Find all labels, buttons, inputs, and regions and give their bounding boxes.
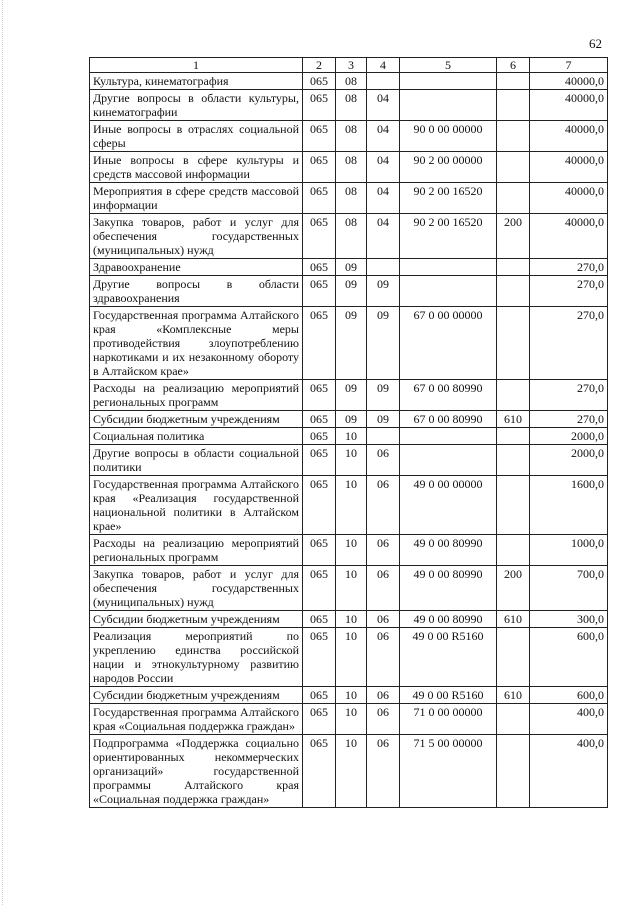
cell-section: 10 <box>336 704 367 735</box>
cell-subsection: 04 <box>367 183 400 214</box>
cell-admin-code: 065 <box>303 611 336 628</box>
table-row <box>90 152 608 183</box>
table-row <box>90 73 608 90</box>
cell-target-article <box>400 259 497 276</box>
table-row <box>90 445 608 476</box>
cell-expense-type: 610 <box>497 687 530 704</box>
cell-target-article: 67 0 00 80990 <box>400 411 497 428</box>
cell-section: 10 <box>336 566 367 611</box>
cell-target-article: 49 0 00 R5160 <box>400 628 497 687</box>
cell-section: 10 <box>336 445 367 476</box>
cell-amount: 270,0 <box>530 380 608 411</box>
cell-admin-code: 065 <box>303 276 336 307</box>
cell-amount: 40000,0 <box>530 152 608 183</box>
cell-name: Расходы на реализацию мероприятий региональных программ <box>90 380 303 411</box>
cell-subsection <box>367 259 400 276</box>
cell-name: Субсидии бюджетным учреждениям <box>90 687 303 704</box>
table-row <box>90 90 608 121</box>
cell-amount: 40000,0 <box>530 183 608 214</box>
cell-name: Закупка товаров, работ и услуг для обеспечения государственных (муниципальных) нужд <box>90 566 303 611</box>
cell-admin-code: 065 <box>303 259 336 276</box>
cell-amount: 400,0 <box>530 735 608 808</box>
cell-subsection: 06 <box>367 628 400 687</box>
cell-amount: 600,0 <box>530 687 608 704</box>
cell-target-article <box>400 276 497 307</box>
cell-subsection: 04 <box>367 214 400 259</box>
cell-name: Иные вопросы в отраслях социальной сферы <box>90 121 303 152</box>
cell-expense-type <box>497 183 530 214</box>
table-row <box>90 535 608 566</box>
table-row <box>90 476 608 535</box>
cell-amount: 270,0 <box>530 259 608 276</box>
cell-name: Закупка товаров, работ и услуг для обеспечения государственных (муниципальных) нужд <box>90 214 303 259</box>
cell-admin-code: 065 <box>303 183 336 214</box>
cell-name: Другие вопросы в области здравоохранения <box>90 276 303 307</box>
cell-subsection: 06 <box>367 476 400 535</box>
cell-expense-type <box>497 380 530 411</box>
cell-admin-code: 065 <box>303 90 336 121</box>
cell-subsection: 06 <box>367 566 400 611</box>
cell-admin-code: 065 <box>303 687 336 704</box>
cell-section: 09 <box>336 259 367 276</box>
cell-expense-type <box>497 121 530 152</box>
cell-target-article: 49 0 00 00000 <box>400 476 497 535</box>
cell-target-article: 71 0 00 00000 <box>400 704 497 735</box>
cell-section: 08 <box>336 214 367 259</box>
cell-amount: 40000,0 <box>530 90 608 121</box>
cell-amount: 1600,0 <box>530 476 608 535</box>
cell-subsection: 04 <box>367 121 400 152</box>
cell-section: 08 <box>336 152 367 183</box>
cell-target-article: 90 2 00 16520 <box>400 183 497 214</box>
cell-name: Реализация мероприятий по укреплению единства российской нации и этнокультурному развитию народов России <box>90 628 303 687</box>
column-header: 4 <box>367 58 400 73</box>
table-row <box>90 566 608 611</box>
page-number: 62 <box>589 36 602 51</box>
cell-target-article: 67 0 00 80990 <box>400 380 497 411</box>
cell-target-article: 49 0 00 80990 <box>400 566 497 611</box>
cell-name: Государственная программа Алтайского края «Комплексные меры противодействия злоупотреблению наркотиками и их незаконному обороту в Алтайском крае» <box>90 307 303 380</box>
cell-admin-code: 065 <box>303 411 336 428</box>
cell-admin-code: 065 <box>303 628 336 687</box>
cell-target-article: 90 0 00 00000 <box>400 121 497 152</box>
cell-name: Здравоохранение <box>90 259 303 276</box>
cell-expense-type <box>497 535 530 566</box>
cell-section: 09 <box>336 411 367 428</box>
cell-section: 09 <box>336 380 367 411</box>
cell-section: 09 <box>336 276 367 307</box>
column-header: 3 <box>336 58 367 73</box>
cell-name: Субсидии бюджетным учреждениям <box>90 611 303 628</box>
cell-admin-code: 065 <box>303 152 336 183</box>
cell-section: 10 <box>336 687 367 704</box>
cell-section: 08 <box>336 90 367 121</box>
table-header-row <box>90 58 608 73</box>
cell-amount: 270,0 <box>530 276 608 307</box>
cell-admin-code: 065 <box>303 445 336 476</box>
cell-name: Расходы на реализацию мероприятий региональных программ <box>90 535 303 566</box>
cell-section: 08 <box>336 73 367 90</box>
table-row <box>90 704 608 735</box>
scan-edge <box>2 0 4 905</box>
cell-subsection: 09 <box>367 276 400 307</box>
cell-expense-type <box>497 276 530 307</box>
cell-amount: 40000,0 <box>530 73 608 90</box>
cell-expense-type <box>497 735 530 808</box>
cell-subsection <box>367 428 400 445</box>
cell-expense-type <box>497 259 530 276</box>
cell-expense-type: 610 <box>497 611 530 628</box>
cell-expense-type <box>497 73 530 90</box>
cell-subsection <box>367 73 400 90</box>
cell-expense-type <box>497 428 530 445</box>
cell-admin-code: 065 <box>303 535 336 566</box>
table-body <box>90 73 608 808</box>
cell-amount: 700,0 <box>530 566 608 611</box>
cell-name: Субсидии бюджетным учреждениям <box>90 411 303 428</box>
table-row <box>90 276 608 307</box>
cell-amount: 40000,0 <box>530 214 608 259</box>
cell-section: 08 <box>336 183 367 214</box>
cell-target-article: 67 0 00 00000 <box>400 307 497 380</box>
cell-name: Государственная программа Алтайского края «Реализация государственной национальной политики в Алтайском крае» <box>90 476 303 535</box>
cell-target-article: 90 2 00 16520 <box>400 214 497 259</box>
table-row <box>90 735 608 808</box>
cell-expense-type <box>497 90 530 121</box>
cell-amount: 400,0 <box>530 704 608 735</box>
cell-admin-code: 065 <box>303 307 336 380</box>
cell-name: Подпрограмма «Поддержка социально ориентированных некоммерческих организаций» государственной программы Алтайского края «Социальная поддержка граждан» <box>90 735 303 808</box>
cell-name: Социальная политика <box>90 428 303 445</box>
cell-admin-code: 065 <box>303 476 336 535</box>
cell-section: 10 <box>336 428 367 445</box>
cell-section: 10 <box>336 476 367 535</box>
cell-subsection: 04 <box>367 90 400 121</box>
cell-amount: 40000,0 <box>530 121 608 152</box>
column-header: 2 <box>303 58 336 73</box>
cell-amount: 2000,0 <box>530 428 608 445</box>
cell-expense-type <box>497 152 530 183</box>
cell-subsection: 06 <box>367 704 400 735</box>
table-row <box>90 628 608 687</box>
cell-admin-code: 065 <box>303 735 336 808</box>
cell-expense-type <box>497 704 530 735</box>
cell-target-article: 49 0 00 R5160 <box>400 687 497 704</box>
cell-expense-type: 200 <box>497 214 530 259</box>
cell-target-article: 71 5 00 00000 <box>400 735 497 808</box>
cell-expense-type <box>497 445 530 476</box>
cell-subsection: 06 <box>367 687 400 704</box>
cell-name: Другие вопросы в области культуры, кинематографии <box>90 90 303 121</box>
cell-admin-code: 065 <box>303 214 336 259</box>
cell-name: Культура, кинематография <box>90 73 303 90</box>
cell-subsection: 09 <box>367 380 400 411</box>
cell-amount: 270,0 <box>530 307 608 380</box>
cell-admin-code: 065 <box>303 566 336 611</box>
table-row <box>90 411 608 428</box>
column-header: 5 <box>400 58 497 73</box>
cell-subsection: 06 <box>367 735 400 808</box>
cell-subsection: 09 <box>367 411 400 428</box>
cell-section: 10 <box>336 735 367 808</box>
cell-admin-code: 065 <box>303 380 336 411</box>
cell-name: Мероприятия в сфере средств массовой информации <box>90 183 303 214</box>
cell-target-article <box>400 90 497 121</box>
cell-admin-code: 065 <box>303 73 336 90</box>
cell-subsection: 09 <box>367 307 400 380</box>
cell-target-article <box>400 73 497 90</box>
cell-section: 10 <box>336 611 367 628</box>
cell-subsection: 06 <box>367 611 400 628</box>
cell-admin-code: 065 <box>303 428 336 445</box>
cell-amount: 600,0 <box>530 628 608 687</box>
budget-table <box>89 57 608 808</box>
cell-target-article <box>400 445 497 476</box>
cell-admin-code: 065 <box>303 121 336 152</box>
cell-target-article: 49 0 00 80990 <box>400 611 497 628</box>
cell-amount: 2000,0 <box>530 445 608 476</box>
cell-target-article: 90 2 00 00000 <box>400 152 497 183</box>
column-header: 6 <box>497 58 530 73</box>
table-row <box>90 214 608 259</box>
cell-expense-type <box>497 476 530 535</box>
cell-expense-type: 200 <box>497 566 530 611</box>
table-row <box>90 380 608 411</box>
table-row <box>90 183 608 214</box>
cell-expense-type: 610 <box>497 411 530 428</box>
cell-target-article <box>400 428 497 445</box>
cell-expense-type <box>497 307 530 380</box>
table-row <box>90 428 608 445</box>
cell-subsection: 04 <box>367 152 400 183</box>
cell-amount: 1000,0 <box>530 535 608 566</box>
table-row <box>90 121 608 152</box>
cell-subsection: 06 <box>367 445 400 476</box>
cell-admin-code: 065 <box>303 704 336 735</box>
table-row <box>90 307 608 380</box>
cell-name: Государственная программа Алтайского края «Социальная поддержка граждан» <box>90 704 303 735</box>
cell-name: Иные вопросы в сфере культуры и средств массовой информации <box>90 152 303 183</box>
cell-section: 09 <box>336 307 367 380</box>
cell-amount: 300,0 <box>530 611 608 628</box>
cell-section: 10 <box>336 628 367 687</box>
column-header: 7 <box>530 58 608 73</box>
cell-amount: 270,0 <box>530 411 608 428</box>
table-row <box>90 687 608 704</box>
cell-section: 10 <box>336 535 367 566</box>
cell-target-article: 49 0 00 80990 <box>400 535 497 566</box>
cell-section: 08 <box>336 121 367 152</box>
cell-expense-type <box>497 628 530 687</box>
cell-name: Другие вопросы в области социальной политики <box>90 445 303 476</box>
table-row <box>90 611 608 628</box>
column-header: 1 <box>90 58 303 73</box>
cell-subsection: 06 <box>367 535 400 566</box>
table-row <box>90 259 608 276</box>
